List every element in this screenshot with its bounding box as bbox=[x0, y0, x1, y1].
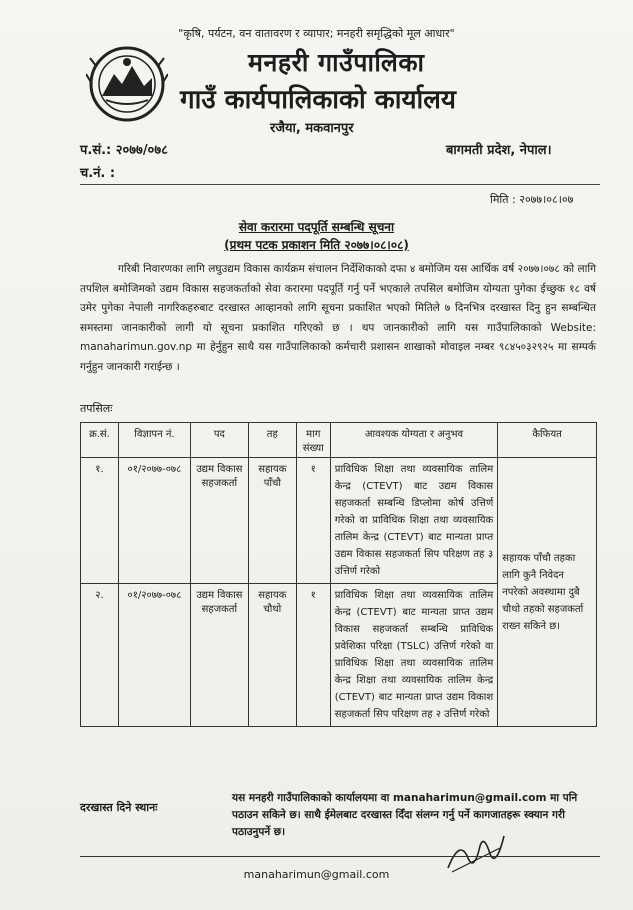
notice-date: मिति : २०७७।०८।०७ bbox=[490, 193, 574, 206]
col-header-count: माग संख्या bbox=[296, 423, 330, 458]
footer-divider bbox=[80, 856, 600, 857]
row-post: उद्यम विकास सहजकर्ता bbox=[190, 584, 248, 727]
municipality-name: मनहरी गाउँपालिका bbox=[248, 48, 425, 77]
col-header-post: पद bbox=[190, 423, 248, 458]
apply-location-label: दरखास्त दिने स्थानः bbox=[80, 801, 158, 814]
row-adv-no: ०१/२०७७-०७८ bbox=[118, 458, 190, 584]
footer-email: manaharimun@gmail.com bbox=[243, 868, 390, 881]
dispatch-number: च.नं. : bbox=[80, 166, 116, 181]
row-level: सहायक पाँचौ bbox=[248, 458, 296, 584]
notice-subject: सेवा करारमा पदपूर्ति सम्बन्धि सूचना bbox=[238, 220, 395, 234]
col-header-remark: कैफियत bbox=[498, 423, 597, 458]
col-header-adv-no: विज्ञापन नं. bbox=[118, 423, 190, 458]
slogan: "कृषि, पर्यटन, वन वातावरण र व्यापार; मनहरी समृद्धिको मूल आधार" bbox=[178, 27, 455, 40]
row-adv-no: ०१/२०७७-०७८ bbox=[118, 584, 190, 727]
office-name: गाउँ कार्यपालिकाको कार्यालय bbox=[180, 85, 456, 115]
tapsil-label: तपसिलः bbox=[80, 402, 113, 415]
row-post: उद्यम विकास सहजकर्ता bbox=[190, 458, 248, 584]
notice-subtitle: (प्रथम पटक प्रकाशन मिति २०७७।०८।०८) bbox=[224, 238, 409, 252]
row-count: १ bbox=[296, 584, 330, 727]
row-sn: २. bbox=[81, 584, 119, 727]
col-header-level: तह bbox=[248, 423, 296, 458]
row-qualification: प्राविधिक शिक्षा तथा व्यवसायिक तालिम केन्द्र (CTEVT) बाट मान्यता प्राप्त उद्यम विकास सहजकर्ता सम्बन्धि प्राविधिक प्रवेशिका परिक्षा (TSLC) उत्तिर्ण गरेको वा प्राविधिक शिक्षा तथा व्यवसायिक तालिम केन्द्र शिक्षा तथा व्यवसायिक तालिम केन्द्र (CTEVT) बाट मान्यता प्राप्त उद्यम विकाश सहजकर्ता सिप परिक्षण तह २ उत्तिर्ण गरेको bbox=[330, 584, 497, 727]
header-divider bbox=[80, 184, 600, 185]
vacancy-table bbox=[80, 422, 597, 727]
table-header-row bbox=[81, 423, 597, 458]
row-level: सहायक चौथो bbox=[248, 584, 296, 727]
office-address: रजैया, मकवानपुर bbox=[270, 121, 354, 136]
province-name: बागमती प्रदेश, नेपाल। bbox=[446, 143, 552, 158]
apply-location-text: यस मनहरी गाउँपालिकाको कार्यालयमा वा manaharimun@gmail.com मा पनि पठाउन सकिने छ। साथै ईमेलबाट दरखास्त दिँदा संलग्न गर्नु पर्ने कागजातहरू स्क्यान गरी पठाउनुपर्ने छ। bbox=[232, 792, 578, 838]
municipality-logo-icon bbox=[86, 44, 168, 124]
row-remark: सहायक पाँचौ तहका लागि कुनै निवेदन नपरेको अवस्थामा दुबै चौथो तहको सहजकर्ता राख्न सकिने छ। bbox=[498, 458, 597, 727]
col-header-qualification: आवश्यक योग्यता र अनुभव bbox=[330, 423, 497, 458]
table-row bbox=[81, 458, 597, 584]
col-header-sn: क्र.सं. bbox=[81, 423, 119, 458]
row-sn: १. bbox=[81, 458, 119, 584]
row-count: १ bbox=[296, 458, 330, 584]
row-qualification: प्राविधिक शिक्षा तथा व्यवसायिक तालिम केन्द्र (CTEVT) बाट उद्यम विकास सहजकर्ता सम्बन्धि डिप्लोमा कोर्ष उत्तिर्ण गरेको वा प्राविधिक शिक्षा तथा व्यवसायिक तालिम केन्द्र (CTEVT) बाट मान्यता प्राप्त उद्यम विकास सहजकर्ता सिप परिक्षण तह ३ उत्तिर्ण गरेको bbox=[330, 458, 497, 584]
reference-number: प.सं.: २०७७/०७८ bbox=[80, 143, 168, 158]
notice-body: गरिबी निवारणका लागि लघुउद्यम विकास कार्यक्रम संचालन निर्देशिकाको दफा ४ बमोजिम यस आर्थिक वर्ष २०७७।०७८ को लागि तपशिल बमोजिमको उद्यम विकास सहजकर्ताको सेवा करारमा पदपूर्ति गर्नु पर्ने भएकाले तपसिल बमोजिम योग्यता पुगेका ईच्छुक १८ वर्ष उमेर पुगेका नेपाली नागरिकहरुबाट दरखास्त आव्हानको लागि सूचना प्रकाशित भएको मितिले ७ दिनभित्र दरखास्त दिनु हुन सम्बन्धित समस्तमा जानकारीको लागी यो सूचना प्रकाशित गरिएको छ । थप जानकारीको लागि यस गाउँपालिकाको Website: manaharimun.gov.np मा हेर्नुहुन साथै यस गाउँपालिकाको कर्मचारी प्रशासन शाखाको मोवाइल नम्बर ९८४५०३२९२५ मा सम्पर्क गर्नुहुन जानकारी गराईन्छ । bbox=[80, 263, 596, 373]
